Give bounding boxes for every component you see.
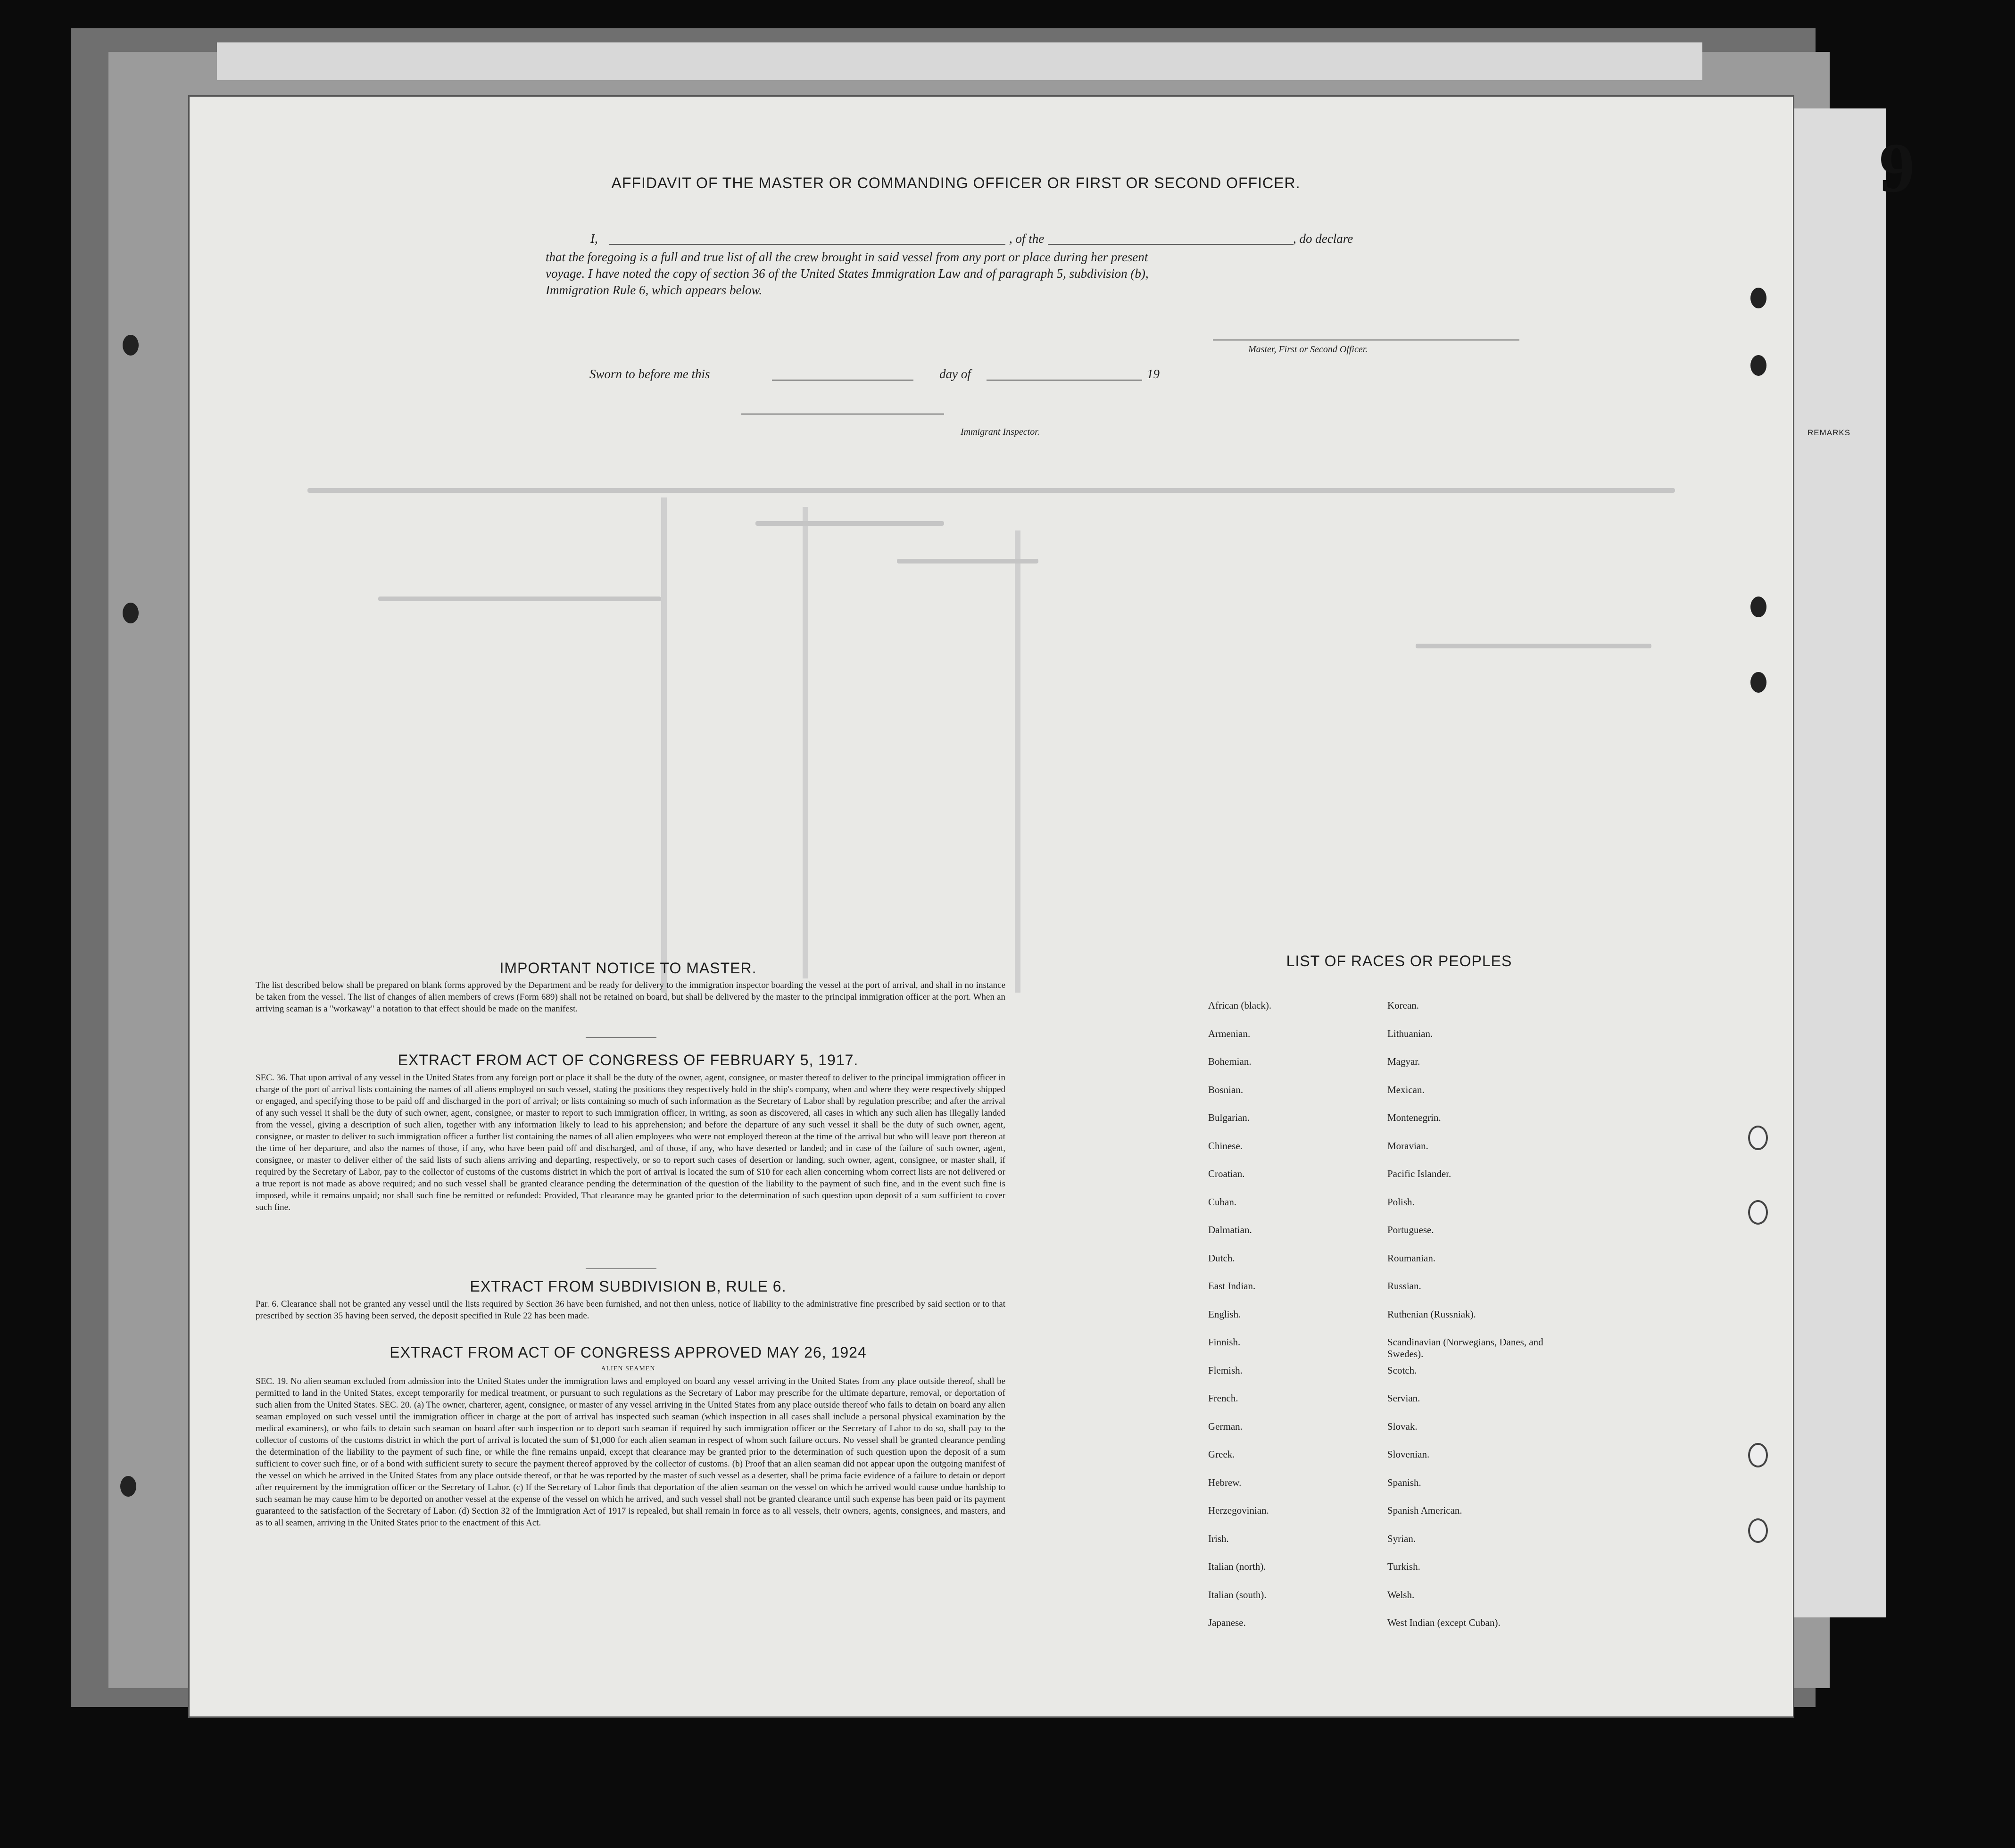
race-item: Montenegrin. — [1387, 1112, 1441, 1123]
day-of-label: day of — [939, 367, 971, 381]
race-item: Magyar. — [1387, 1056, 1420, 1067]
race-item: Roumanian. — [1387, 1252, 1436, 1264]
punch-hole — [1748, 1443, 1768, 1467]
race-item: Herzegovinian. — [1208, 1505, 1269, 1516]
race-item: Scotch. — [1387, 1364, 1417, 1376]
race-item: Flemish. — [1208, 1364, 1243, 1376]
notice-text: The list described below shall be prepared on blank forms approved by the Department and be ready for delivery to the immigration inspector boarding the vessel at the port of arrival, and shall in no instance be taken from the vessel. The list of changes of alien members of crews (Form 689) shall not be retained on board, but shall be delivered by the master to the principal immigration officer at the port. When an arriving seaman is a "workaway" a notation to that effect should be made on the manifest. — [256, 980, 1005, 1014]
ghost-text — [897, 559, 1038, 564]
race-item: Italian (north). — [1208, 1561, 1266, 1572]
inspector-label: Immigrant Inspector. — [961, 427, 1040, 437]
binder-hole — [120, 1476, 136, 1497]
race-item: Ruthenian (Russniak). — [1387, 1308, 1476, 1320]
ghost-column — [661, 497, 667, 993]
affidavit-i-label: I, — [590, 232, 598, 246]
ghost-text — [307, 488, 1675, 493]
extract-rule6-text: Par. 6. Clearance shall not be granted any vessel until the lists required by Section 36 have been furnished, and not then unless, notice of liability to the administrative fine prescribed by said section or to that prescribed by section 35 having been served, the deposit specified in Rule 22 has been made. — [256, 1299, 1005, 1321]
race-item: Scandinavian (Norwegians, Danes, and Swedes). — [1387, 1336, 1543, 1359]
affidavit-line-1: that the foregoing is a full and true list of all the crew brought in said vessel from any port or place during her present — [546, 250, 1148, 264]
race-item: West Indian (except Cuban). — [1387, 1617, 1501, 1628]
affidavit-title: AFFIDAVIT OF THE MASTER OR COMMANDING OFFICER OR FIRST OR SECOND OFFICER. — [611, 174, 1301, 191]
race-item: Finnish. — [1208, 1336, 1241, 1348]
race-item: Hebrew. — [1208, 1476, 1242, 1488]
race-item: Slovenian. — [1387, 1449, 1430, 1460]
race-item: Bulgarian. — [1208, 1112, 1250, 1123]
ghost-column — [803, 507, 808, 978]
year-prefix: 19 — [1147, 367, 1160, 381]
punch-hole — [1748, 1518, 1768, 1543]
race-item: Spanish American. — [1387, 1505, 1462, 1516]
affidavit-line-2: voyage. I have noted the copy of section 36 of the United States Immigration Law and of paragraph 5, subdivision (b), — [546, 266, 1149, 281]
vessel-line — [1086, 244, 1293, 245]
month-line — [987, 380, 1142, 381]
manifest-page — [190, 97, 1793, 1716]
sworn-label: Sworn to before me this — [589, 367, 710, 381]
affidavit-do-declare: , do declare — [1293, 232, 1353, 246]
race-item: Korean. — [1387, 1000, 1419, 1011]
notice-title: IMPORTANT NOTICE TO MASTER. — [499, 960, 757, 977]
race-item: Spanish. — [1387, 1476, 1421, 1488]
race-item: Syrian. — [1387, 1533, 1416, 1544]
race-item: Japanese. — [1208, 1617, 1246, 1628]
race-item: Turkish. — [1387, 1561, 1420, 1572]
race-item: African (black). — [1208, 1000, 1272, 1011]
race-item: Russian. — [1387, 1280, 1421, 1292]
remarks-label: REMARKS — [1808, 428, 1851, 437]
ghost-text — [378, 597, 661, 601]
race-item: Moravian. — [1387, 1140, 1428, 1152]
extract-1917-title: EXTRACT FROM ACT OF CONGRESS OF FEBRUARY 5, 1917. — [398, 1052, 859, 1069]
race-item: Cuban. — [1208, 1196, 1237, 1208]
race-item: Mexican. — [1387, 1084, 1425, 1095]
race-item: Welsh. — [1387, 1589, 1415, 1600]
race-item: Croatian. — [1208, 1168, 1245, 1179]
race-item: Irish. — [1208, 1533, 1229, 1544]
punch-hole — [1750, 355, 1766, 376]
ghost-text — [1416, 644, 1651, 648]
race-item: Dalmatian. — [1208, 1224, 1252, 1235]
race-item: Greek. — [1208, 1449, 1235, 1460]
extract-1924-title: EXTRACT FROM ACT OF CONGRESS APPROVED MAY 26, 1924 — [390, 1344, 867, 1361]
race-item: Armenian. — [1208, 1028, 1251, 1039]
divider — [586, 1268, 656, 1269]
ghost-text — [755, 521, 944, 526]
affidavit-of-the: , of the — [1005, 232, 1048, 246]
race-item: Dutch. — [1208, 1252, 1235, 1264]
race-item: Bosnian. — [1208, 1084, 1244, 1095]
extract-rule6-title: EXTRACT FROM SUBDIVISION B, RULE 6. — [470, 1278, 787, 1295]
race-item: Italian (south). — [1208, 1589, 1267, 1600]
race-item: German. — [1208, 1420, 1243, 1432]
binder-hole — [123, 335, 139, 356]
race-item: Pacific Islander. — [1387, 1168, 1451, 1179]
right-side-sheet — [1783, 108, 1886, 1617]
affidavit-line-3: Immigration Rule 6, which appears below. — [546, 283, 763, 297]
race-item: Lithuanian. — [1387, 1028, 1433, 1039]
race-item: Bohemian. — [1208, 1056, 1252, 1067]
race-item: Servian. — [1387, 1392, 1420, 1404]
race-item: Chinese. — [1208, 1140, 1243, 1152]
ghost-column — [1015, 530, 1020, 993]
binder-hole — [123, 603, 139, 623]
extract-1917-text: SEC. 36. That upon arrival of any vessel in the United States from any foreign port or place it shall be the duty of the owner, agent, consignee, or master thereof to deliver to the principal immigration officer in charge of the port of arrival lists containing the names of all aliens employed on such vessel, stating the positions they respectively hold in the ship's company, when and where they were respectively shipped or engaged, and specifying those to be paid off and discharged in the port of arrival; or lists containing so much of such information as the Secretary of Labor shall by regulation prescribe; and after the arrival of any such vessel it shall be the duty of such owner, agent, consignee, or master to report to such immigration officer, in writing, as soon as discovered, all cases in which any such alien has illegally landed from the vessel, giving a description of such alien, together with any information likely to lead to his apprehension; and before the departure of any such vessel it shall be the duty of such owner, agent, consignee, or master to deliver to such immigration officer a further list containing the names of all alien employees who were not employed thereon at the time of the arrival but who will leave port thereon at the time of her departure, and also the names of those, if any, who have been paid off and discharged, and of those, if any, who have deserted or landed; and in case of the failure of such owner, agent, consignee, or master to deliver either of the said lists of such aliens arriving and departing, respectively, or so to report such cases of desertion or landing, such owner, agent, consignee, or master shall, if required by the Secretary of Labor, pay to the collector of customs of the customs district in which the port of arrival is located the sum of $10 for each alien concerning whom correct lists are not delivered or a true report is not made as above required; and no such vessel shall be granted clearance pending the determination of the question of the liability to the payment of such fine, and in the event such fine is imposed, while it remains unpaid; nor shall such fine be remitted or refunded: Provided, That clearance may be granted prior to the determination of such question upon deposit of a sum sufficient to cover such fine. — [256, 1073, 1005, 1212]
punch-hole — [1750, 288, 1766, 308]
day-line — [772, 380, 913, 381]
extract-1924-subtitle: ALIEN SEAMEN — [601, 1365, 655, 1372]
back-sheet-top — [217, 42, 1702, 80]
race-item: East Indian. — [1208, 1280, 1256, 1292]
race-item: Slovak. — [1387, 1420, 1418, 1432]
divider — [586, 1037, 656, 1038]
punch-hole — [1748, 1126, 1768, 1150]
races-title: LIST OF RACES OR PEOPLES — [1286, 953, 1512, 970]
race-item: Portuguese. — [1387, 1224, 1434, 1235]
punch-hole — [1748, 1200, 1768, 1225]
race-item: English. — [1208, 1308, 1241, 1320]
punch-hole — [1750, 597, 1766, 617]
race-item: Polish. — [1387, 1196, 1415, 1208]
extract-1924-text: SEC. 19. No alien seaman excluded from admission into the United States under the immigration laws and employed on board any vessel arriving in the United States from any place outside thereof, shall be permitted to land in the United States, except temporarily for medical treatment, or pursuant to such regulations as the Secretary of Labor may prescribe for the ultimate departure, removal, or deportation of such alien from the United States. SEC. 20. (a) The owner, charterer, agent, consignee, or master of any vessel arriving in the United States from any place outside thereof who fails to detain on board any alien seaman employed on such vessel until the immigration officer in charge at the port of arrival has inspected such seaman (which inspection in all cases shall include a personal physical examination by the medical examiners), or who fails to detain such seaman on board after such inspection or to deport such seaman if required by such immigration officer or the Secretary of Labor to do so, shall pay to the collector of customs of the customs district in which the port of arrival is located the sum of $1,000 for each alien seaman in respect of whom such failure occurs. No vessel shall be granted clearance pending the determination of the liability to the payment of such fine, or while the fine remains unpaid, except that clearance may be granted prior to the determination of such question upon the deposit of a sum sufficient to cover such fine, or of a bond with sufficient surety to secure the payment thereof approved by the collector of customs. (b) Proof that an alien seaman did not appear upon the outgoing manifest of the vessel on which he arrived in the United States from any place outside thereof, or that he was reported by the master of such vessel as a deserter, shall be prima facie evidence of a failure to detain or deport after requirement by the immigration officer or the Secretary of Labor. (c) If the Secretary of Labor finds that deportation of the alien seaman on the vessel on which he arrived would cause undue hardship to such seaman he may cause him to be deported on another vessel at the expense of the vessel on which he arrived, and such vessel shall not be granted clearance until such expense has been paid or its payment guaranteed to the satisfaction of the Secretary of Labor. (d) Section 32 of the Immigration Act of 1917 is repealed, but shall remain in force as to all vessels, their owners, agents, consignees, and masters, and as to all seamen, arriving in the United States prior to the enactment of this Act. — [256, 1376, 1005, 1528]
master-label: Master, First or Second Officer. — [1248, 344, 1368, 355]
punch-hole — [1750, 672, 1766, 693]
page-number: 9 — [1879, 129, 1915, 207]
race-item: French. — [1208, 1392, 1238, 1404]
